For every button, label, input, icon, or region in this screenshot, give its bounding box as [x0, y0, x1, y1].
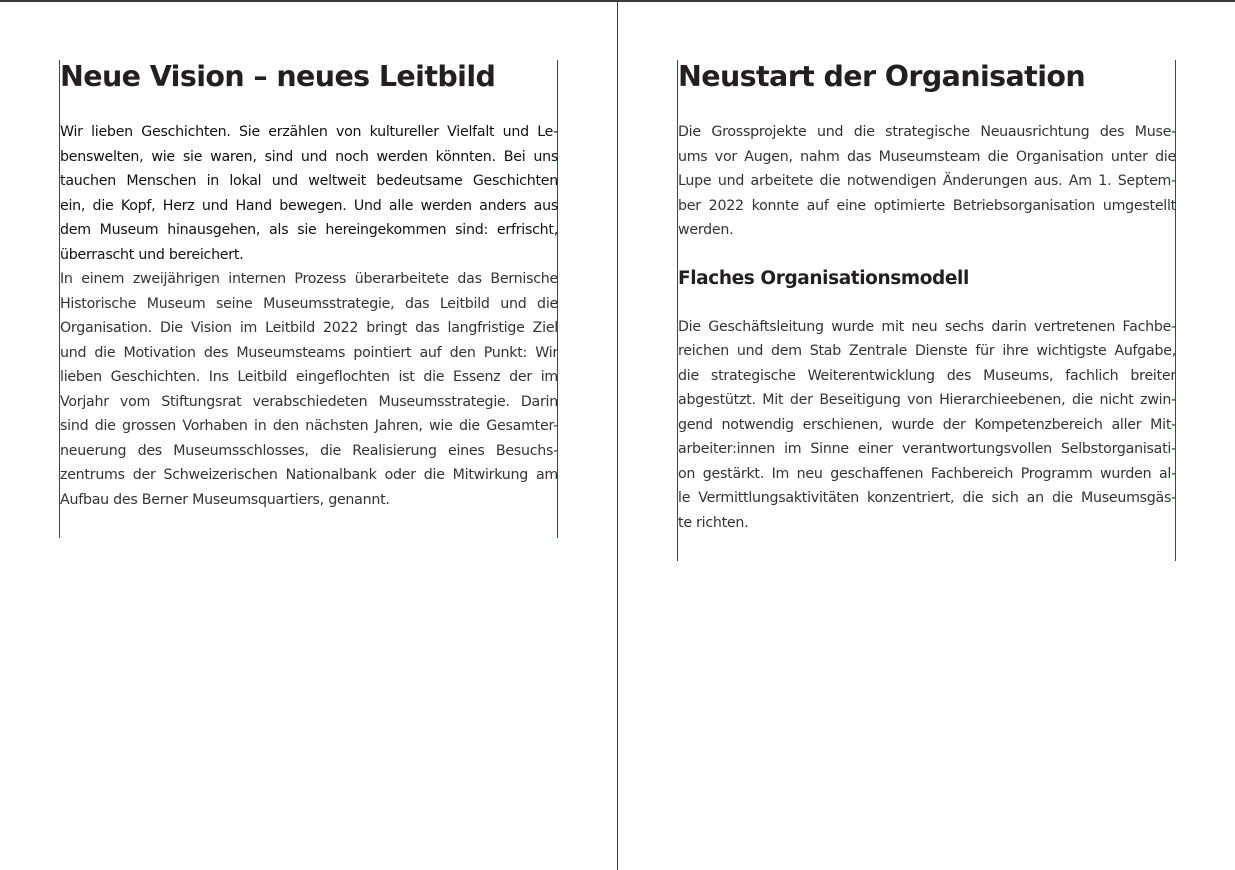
body-line: In einem zweijährigen internen Prozess überarbeitete das Bernische	[60, 271, 558, 287]
left-page-title: Neue Vision – neues Leitbild	[60, 60, 496, 93]
lead-line: Wir lieben Geschichten. Sie erzählen von kultureller Vielfalt und Le-	[60, 124, 558, 140]
body-line: te richten.	[678, 514, 749, 531]
section-paragraph	[677, 315, 1176, 536]
body-line: Lupe und arbeitete die notwendigen Änderungen aus. Am 1. Septem-	[678, 173, 1176, 189]
left-text-frame	[59, 60, 558, 538]
body-line: Aufbau des Berner Museumsquartiers, genannt.	[60, 491, 390, 508]
body-line: le Vermittlungsaktivitäten konzentriert, die sich an die Museumsgäs-	[678, 490, 1176, 506]
lead-line: ein, die Kopf, Herz und Hand bewegen. Und alle werden anders aus	[60, 197, 558, 214]
right-page	[618, 0, 1235, 870]
intro-paragraph	[677, 120, 1176, 243]
body-line: gend notwendig erschienen, wurde der Kompetenzbereich aller Mit-	[678, 416, 1176, 433]
body-line: werden.	[678, 222, 734, 238]
body-line: Organisation. Die Vision im Leitbild 2022 bringt das langfristige Ziel	[60, 320, 558, 336]
lead-paragraph	[59, 120, 558, 267]
body-line: Vorjahr vom Stiftungsrat verabschiedeten Museumsstrategie. Darin	[60, 393, 558, 410]
body-line: die strategische Weiterentwicklung des Museums, fachlich breiter	[678, 367, 1176, 384]
body-line: reichen und dem Stab Zentrale Dienste für ihre wichtigste Aufgabe,	[678, 343, 1176, 359]
body-line: Die Geschäftsleitung wurde mit neu sechs darin vertretenen Fachbe-	[678, 318, 1176, 335]
body-line: zentrums der Schweizerischen Nationalbank oder die Mitwirkung am	[60, 467, 558, 483]
body-line: sind die grossen Vorhaben in den nächsten Jahren, wie die Gesamter-	[60, 418, 558, 434]
body-line: neuerung des Museumsschlosses, die Realisierung eines Besuchs-	[60, 442, 558, 459]
lead-line: überrascht und bereichert.	[60, 246, 244, 263]
left-page	[0, 0, 617, 870]
body-line: ums vor Augen, nahm das Museumsteam die Organisation unter die	[678, 148, 1176, 165]
body-line: on gestärkt. Im neu geschaffenen Fachbereich Programm wurden al-	[678, 465, 1176, 482]
body-line: Die Grossprojekte und die strategische Neuausrichtung des Muse-	[678, 124, 1176, 140]
body-line: Historische Museum seine Museumsstrategie, das Leitbild und die	[60, 295, 558, 312]
body-paragraph	[59, 267, 558, 512]
lead-line: tauchen Menschen in lokal und weltweit bedeutsame Geschichten	[60, 173, 558, 189]
body-line: lieben Geschichten. Ins Leitbild eingeflochten ist die Essenz der im	[60, 369, 558, 385]
body-line: arbeiter:innen im Sinne einer verantwortungsvollen Selbstorganisati-	[678, 441, 1176, 457]
lead-line: benswelten, wie sie waren, sind und noch werden könnten. Bei uns	[60, 148, 558, 165]
section-subheading: Flaches Organisationsmodell	[678, 267, 969, 289]
body-line: und die Motivation des Museumsteams pointiert auf den Punkt: Wir	[60, 344, 558, 361]
lead-line: dem Museum hinausgehen, als sie hereingekommen sind: erfrischt,	[60, 222, 558, 238]
body-line: ber 2022 konnte auf eine optimierte Betriebsorganisation umgestellt	[678, 197, 1176, 214]
right-page-title: Neustart der Organisation	[678, 60, 1086, 93]
right-text-frame	[677, 60, 1176, 561]
body-line: abgestützt. Mit der Beseitigung von Hierarchieebenen, die nicht zwin-	[678, 392, 1176, 408]
